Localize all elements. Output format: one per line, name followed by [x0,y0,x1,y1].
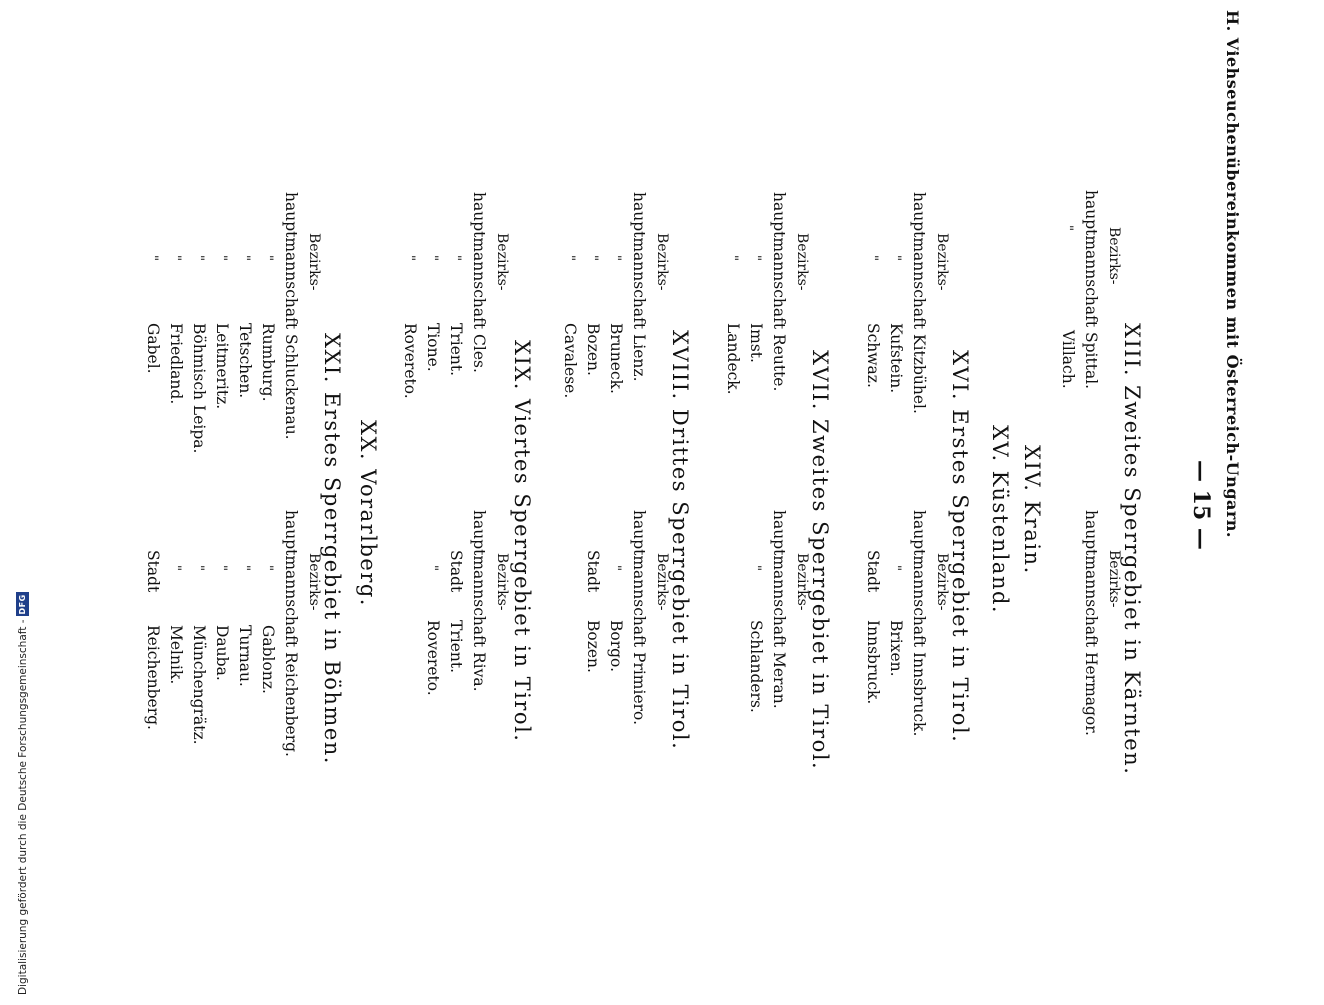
section-title-xv: XV. Küstenland. [988,425,1012,615]
rotated-document-page [62,5,1262,1005]
district-entry: hauptmannschaft Riva. [470,510,488,692]
ditto-mark: " [888,255,903,261]
ditto-mark: " [168,255,183,261]
ditto-mark: " [145,255,160,261]
district-entry: Leitmeritz. [213,323,231,410]
district-entry: Brixen. [887,620,905,677]
district-entry: hauptmannschaft Primiero. [630,510,648,726]
district-entry: hauptmannschaft Hermagor. [1082,510,1100,736]
district-entry: Gabel. [144,323,162,374]
section-title-xvii: XVII. Zweites Sperrgebiet in Tirol. [808,350,832,771]
district-entry: hauptmannschaft Spittal. [1082,190,1100,390]
district-entry: Kufstein. [887,323,905,394]
page-number: — 15 — [1188,460,1214,550]
ditto-mark: " [402,255,417,261]
ditto-mark: " [1060,225,1075,231]
district-entry: Rovereto. [401,323,419,399]
district-entry: hauptmannschaft Kitzbühel. [910,192,928,414]
ditto-mark: " [888,565,903,571]
label-bezirks: Bezirks- [794,553,810,611]
district-entry: Schlanders. [747,620,765,713]
section-title-xx: XX. Vorarlberg. [356,420,380,607]
label-bezirks: Bezirks- [654,233,670,291]
district-entry: Rovereto. [424,620,442,696]
ditto-mark: " [214,255,229,261]
district-entry: Friedland. [167,323,185,405]
district-entry: Innsbruck. [864,620,882,705]
district-entry: hauptmannschaft Reichenberg. [282,510,300,757]
district-entry: Trient. [447,620,465,674]
section-title-xxi: XXI. Erstes Sperrgebiet in Böhmen. [320,333,344,765]
section-title-xiii: XIII. Zweites Sperrgebiet in Kärnten. [1120,323,1144,776]
label-bezirks: Bezirks- [306,233,322,291]
district-entry: hauptmannschaft Schluckenau. [282,192,300,440]
ditto-mark: " [260,565,275,571]
district-entry: hauptmannschaft Cles. [470,192,488,373]
ditto-mark: " [585,255,600,261]
district-entry: hauptmannschaft Lienz. [630,192,648,382]
district-entry: Villach. [1059,330,1077,389]
district-entry: Münchengrätz. [190,625,208,745]
district-entry: Turnau. [236,625,254,687]
label-bezirks: Bezirks- [934,233,950,291]
label-bezirks: Bezirks- [1106,227,1122,285]
ditto-mark: " [425,565,440,571]
district-prefix: Stadt [584,550,602,593]
section-title-xix: XIX. Viertes Sperrgebiet in Tirol. [510,340,534,743]
ditto-mark: " [725,255,740,261]
ditto-mark: " [260,255,275,261]
district-entry: Reichenberg. [144,625,162,730]
district-entry: Rumburg. [259,323,277,402]
district-entry: hauptmannschaft Reutte. [770,192,788,392]
ditto-mark: " [748,255,763,261]
label-bezirks: Bezirks- [654,553,670,611]
running-header: H. Viehseuchenübereinkommen mit Österreich-Ungarn. [1223,10,1242,538]
district-entry: Schwaz. [864,323,882,388]
ditto-mark: " [748,565,763,571]
district-entry: Landeck. [724,323,742,395]
ditto-mark: " [562,255,577,261]
ditto-mark: " [237,255,252,261]
district-entry: Trient. [447,323,465,377]
district-prefix: Stadt [144,550,162,593]
ditto-mark: " [608,565,623,571]
label-bezirks: Bezirks- [306,553,322,611]
district-entry: hauptmannschaft Innsbruck. [910,510,928,737]
section-title-xviii: XVIII. Drittes Sperrgebiet in Tirol. [668,330,692,751]
section-title-xvi: XVI. Erstes Sperrgebiet in Tirol. [948,350,972,744]
ditto-mark: " [168,565,183,571]
ditto-mark: " [865,255,880,261]
label-bezirks: Bezirks- [494,553,510,611]
district-entry: Dauba. [213,625,231,681]
district-entry: Cavalese. [561,323,579,399]
digitization-credit [16,592,29,995]
ditto-mark: " [425,255,440,261]
district-entry: Melnik. [167,625,185,685]
district-entry: Bruneck. [607,323,625,394]
district-prefix: Stadt [447,550,465,593]
ditto-mark: " [191,255,206,261]
district-entry: Imst. [747,323,765,363]
ditto-mark: " [214,565,229,571]
label-bezirks: Bezirks- [494,233,510,291]
district-entry: Borgo. [607,620,625,673]
label-bezirks: Bezirks- [1106,550,1122,608]
section-title-xiv: XIV. Krain. [1020,445,1044,575]
label-bezirks: Bezirks- [794,233,810,291]
ditto-mark: " [608,255,623,261]
ditto-mark: " [191,565,206,571]
district-entry: Bozen. [584,323,602,376]
credit-text: Digitalisierung gefördert durch die Deutsche Forschungsgemeinschaft - [16,619,29,995]
district-prefix: Stadt [864,550,882,593]
dfg-logo: DFG [18,594,27,615]
district-entry: Gablonz. [259,625,277,694]
district-entry: Bozen. [584,620,602,673]
district-entry: Tione. [424,323,442,372]
district-entry: Böhmisch Leipa. [190,323,208,454]
ditto-mark: " [237,565,252,571]
district-entry: hauptmannschaft Meran. [770,510,788,709]
label-bezirks: Bezirks- [934,553,950,611]
ditto-mark: " [448,255,463,261]
district-entry: Tetschen. [236,323,254,399]
